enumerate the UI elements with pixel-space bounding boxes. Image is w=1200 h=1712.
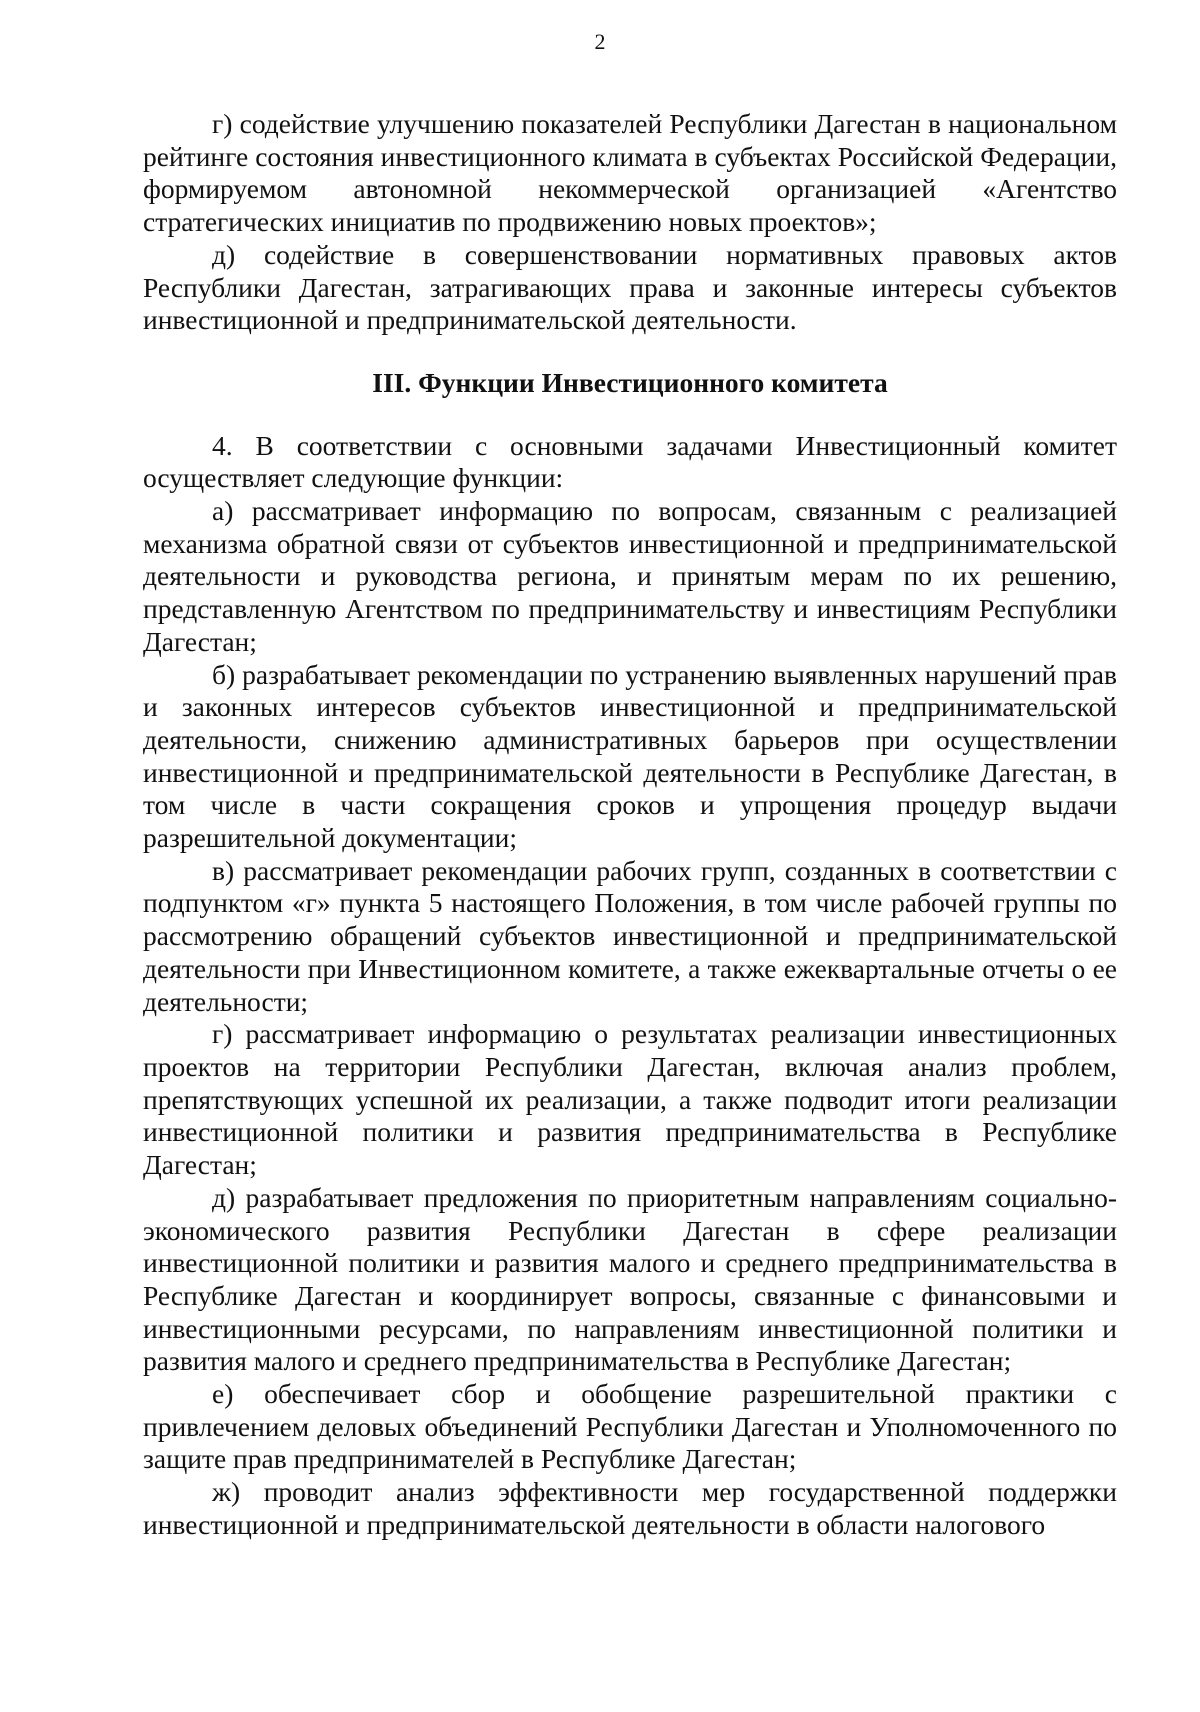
paragraph-function-a: а) рассматривает информацию по вопросам, связанным с реализацией механизма обратной связи от субъектов инвестиционной и предпринимательской деятельности и руководства региона, и принятым мерам по их решению, представленную Агентством по предпринимательству и инвестициям Республики Дагестан; (143, 495, 1117, 657)
paragraph-function-g: г) рассматривает информацию о результатах реализации инвестиционных проектов на территории Республики Дагестан, включая анализ проблем, препятствующих успешной их реализации, а также подводит итоги реализации инвестиционной политики и развития предпринимательства в Республике Дагестан; (143, 1018, 1117, 1181)
page-number: 2 (594, 29, 606, 54)
paragraph-function-zh: ж) проводит анализ эффективности мер государственной поддержки инвестиционной и предпринимательской деятельности в области налогового (143, 1476, 1117, 1540)
section-heading: III. Функции Инвестиционного комитета (372, 366, 888, 398)
paragraph-function-v: в) рассматривает рекомендации рабочих групп, созданных в соответствии с подпунктом «г» пункта 5 настоящего Положения, в том числе рабочей группы по рассмотрению обращений субъектов инвестиционной и предпринимательской деятельности при Инвестиционном комитете, а также ежеквартальные отчеты о ее деятельности; (143, 854, 1117, 1017)
paragraph-item-g: г) содействие улучшению показателей Республики Дагестан в национальном рейтинге состояния инвестиционного климата в субъектах Российской Федерации, формируемом автономной некоммерческой организацией «Агентство стратегических инициатив по продвижению новых проектов»; (143, 108, 1117, 238)
document-body (143, 108, 1117, 1542)
paragraph-point-4: 4. В соответствии с основными задачами Инвестиционный комитет осуществляет следующие функции: (143, 429, 1117, 494)
paragraph-function-e: е) обеспечивает сбор и обобщение разрешительной практики с привлечением деловых объединений Республики Дагестан и Уполномоченного по защите прав предпринимателей в Республике Дагестан; (143, 1378, 1117, 1475)
paragraph-function-d: д) разрабатывает предложения по приоритетным направлениям социально-экономического развития Республики Дагестан в сфере реализации инвестиционной политики и развития малого и среднего предпринимательства в Республике Дагестан и координирует вопросы, связанные с финансовыми и инвестиционными ресурсами, по направлениям инвестиционной политики и развития малого и среднего предпринимательства в Республике Дагестан; (143, 1181, 1117, 1377)
paragraph-function-b: б) разрабатывает рекомендации по устранению выявленных нарушений прав и законных интересов субъектов инвестиционной и предпринимательской деятельности, снижению административных барьеров при осуществлении инвестиционной и предпринимательской деятельности в Республике Дагестан, в том числе в части сокращения сроков и упрощения процедур выдачи разрешительной документации; (143, 658, 1117, 854)
paragraph-item-d: д) содействие в совершенствовании нормативных правовых актов Республики Дагестан, затрагивающих права и законные интересы субъектов инвестиционной и предпринимательской деятельности. (143, 238, 1117, 336)
